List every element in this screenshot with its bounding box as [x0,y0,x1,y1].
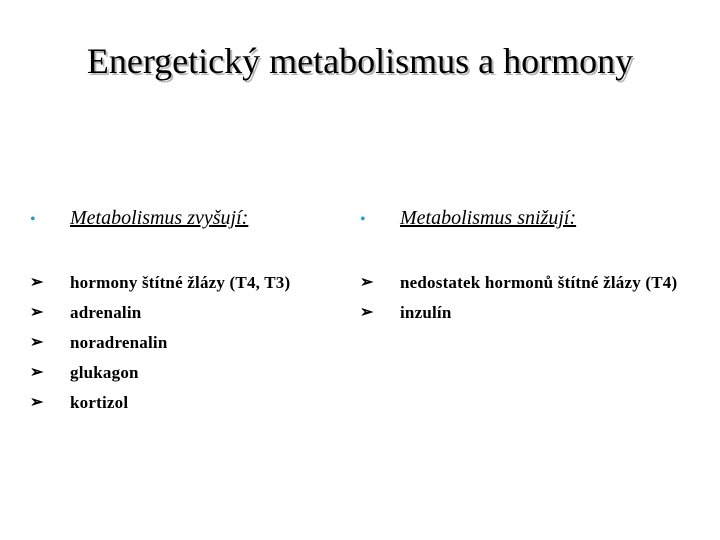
arrow-bullet-icon: ➢ [30,304,44,321]
list-item-text: hormony štítné žlázy (T4, T3) [70,273,291,292]
list-item-text: inzulín [400,303,452,322]
bullet-icon: • [360,211,366,228]
list-item [30,298,350,328]
list-item-text: noradrenalin [70,333,168,352]
right-column-heading [360,204,690,234]
list-item-text: adrenalin [70,303,142,322]
arrow-bullet-icon: ➢ [30,334,44,351]
list-item [30,328,350,358]
arrow-bullet-icon: ➢ [30,364,44,381]
slide-title: Energetický metabolismus a hormony [86,41,634,81]
right-item-list [360,268,690,328]
right-column [360,204,690,328]
list-item-text: kortizol [70,393,129,412]
list-item [30,268,350,298]
arrow-bullet-icon: ➢ [30,394,44,411]
left-heading-text: Metabolismus zvyšují: [70,207,249,229]
left-item-list [30,268,350,418]
arrow-bullet-icon: ➢ [360,274,374,291]
arrow-bullet-icon: ➢ [360,304,374,321]
list-item [30,358,350,388]
list-item [360,268,690,298]
arrow-bullet-icon: ➢ [30,274,44,291]
list-item-text: glukagon [70,363,139,382]
bullet-icon: • [30,211,36,228]
list-item [360,298,690,328]
list-item-text: nedostatek hormonů štítné žlázy (T4) [400,273,678,292]
right-heading-text: Metabolismus snižují: [400,207,577,229]
left-column [30,204,350,418]
left-column-heading [30,204,350,234]
list-item [30,388,350,418]
